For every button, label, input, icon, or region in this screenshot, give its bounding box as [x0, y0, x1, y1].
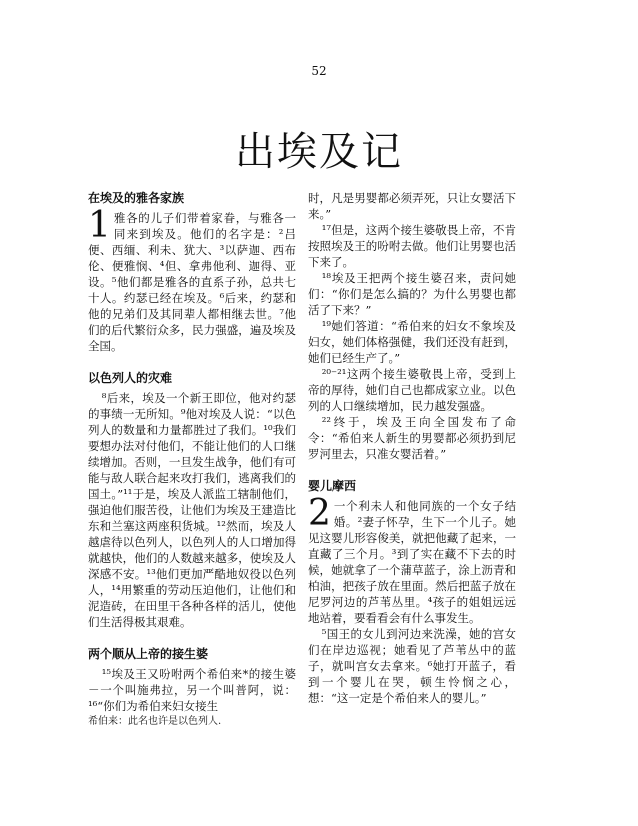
paragraph: ¹⁷但是，这两个接生婆敬畏上帝，不肯按照埃及王的吩咐去做。他们让男婴也活下来了。 — [308, 223, 516, 269]
paragraph: ¹⁹她们答道：“希伯来的妇女不象埃及妇女，她们体格强健，我们还没有赶到，她们已经生产了。” — [308, 319, 516, 365]
book-title: 出埃及记 — [235, 129, 403, 175]
section-heading-jacob-family: 在埃及的雅各家族 — [88, 191, 185, 205]
section-heading-baby-moses: 婴儿摩西 — [308, 479, 357, 493]
page-number: 52 — [311, 64, 327, 78]
paragraph: 时，凡是男婴都必须弄死，只让女婴活下来。” — [308, 191, 516, 221]
chapter-1-opening — [88, 205, 296, 354]
paragraph: ¹⁸埃及王把两个接生婆召来，责问她们：“你们是怎么搞的？为什么男婴也都活了下来？” — [308, 271, 516, 317]
paragraph: ²²终于，埃及王向全国发布了命令：“希伯来人新生的男婴都必须扔到尼罗河里去，只准女婴活着。” — [308, 415, 516, 461]
footnote: 希伯来：此名也许是以色列人. — [88, 716, 222, 727]
paragraph: 一个利未人和他同族的一个女子结婚。²妻子怀孕，生下一个儿子。她见这婴儿形容俊美，就把他藏了起来，一直藏了三个月。³到了实在藏不下去的时候，她就拿了一个蒲草蓝子，涂上沥青和柏油，把孩子放在里面。然后把蓝子放在尼罗河边的芦苇丛里。⁴孩子的姐姐远远地站着，要看看会有什么事发生。 — [308, 499, 516, 625]
chapter-number-2: 2 — [308, 493, 331, 534]
chapter-2-opening — [308, 493, 516, 626]
section-heading-midwives: 两个顺从上帝的接生婆 — [88, 647, 209, 661]
paragraph: ⁵国王的女儿到河边来洗澡，她的宫女们在岸边巡视；她看见了芦苇丛中的蓝子，就叫宫女去拿来。⁶她打开蓝子，看到一个婴儿在哭，顿生怜悯之心，想：“这一定是个希伯来人的婴儿。” — [308, 627, 516, 705]
paragraph: 雅各的儿子们带着家眷，与雅各一同来到埃及。他们的名字是：²吕便、西缅、利未、犹大、³以萨迦、西布伦、便雅悯、⁴但、拿弗他利、迦得、亚设。⁵他们都是雅各的直系子孙，总共七十人。约瑟已经在埃及。⁶后来，约瑟和他的兄弟们及其同辈人都相继去世。⁷他们的后代繁衍众多，民力强盛，遍及埃及全国。 — [88, 211, 296, 353]
right-column — [308, 190, 516, 706]
chapter-number-1: 1 — [88, 205, 111, 246]
paragraph: ¹⁵埃及王又吩咐两个希伯来*的接生婆－一个叫施弗拉，另一个叫普阿，说：¹⁶“你们为希伯来妇女接生 — [88, 667, 296, 713]
paragraph: ²⁰⁻²¹这两个接生婆敬畏上帝，受到上帝的厚待，她们自己也都成家立业。以色列的人口继续增加，民力越发强盛。 — [308, 367, 516, 413]
paragraph: ⁸后来，埃及一个新王即位，他对约瑟的事绩一无所知。⁹他对埃及人说：“以色列人的数量和力量都胜过了我们。¹⁰我们要想办法对付他们，不能让他们的人口继续增加。否则，一旦发生战争，他们有可能与敌人联合起来攻打我们，逃离我们的国土。”¹¹于是，埃及人派监工辖制他们，强迫他们服苦役，让他们为埃及王建造比东和兰塞这两座积货城。¹²然而，埃及人越虐待以色列人，以色列人的人口增加得就越快，他们的人数越来越多，使埃及人深感不安。¹³他们更加严酷地奴役以色列人，¹⁴用繁重的劳动压迫他们，让他们和泥造砖，在田里干各种各样的活儿，使他们生活得极其艰难。 — [88, 391, 296, 629]
section-heading-israel-oppression: 以色列人的灾难 — [88, 371, 173, 385]
left-column — [88, 190, 296, 714]
